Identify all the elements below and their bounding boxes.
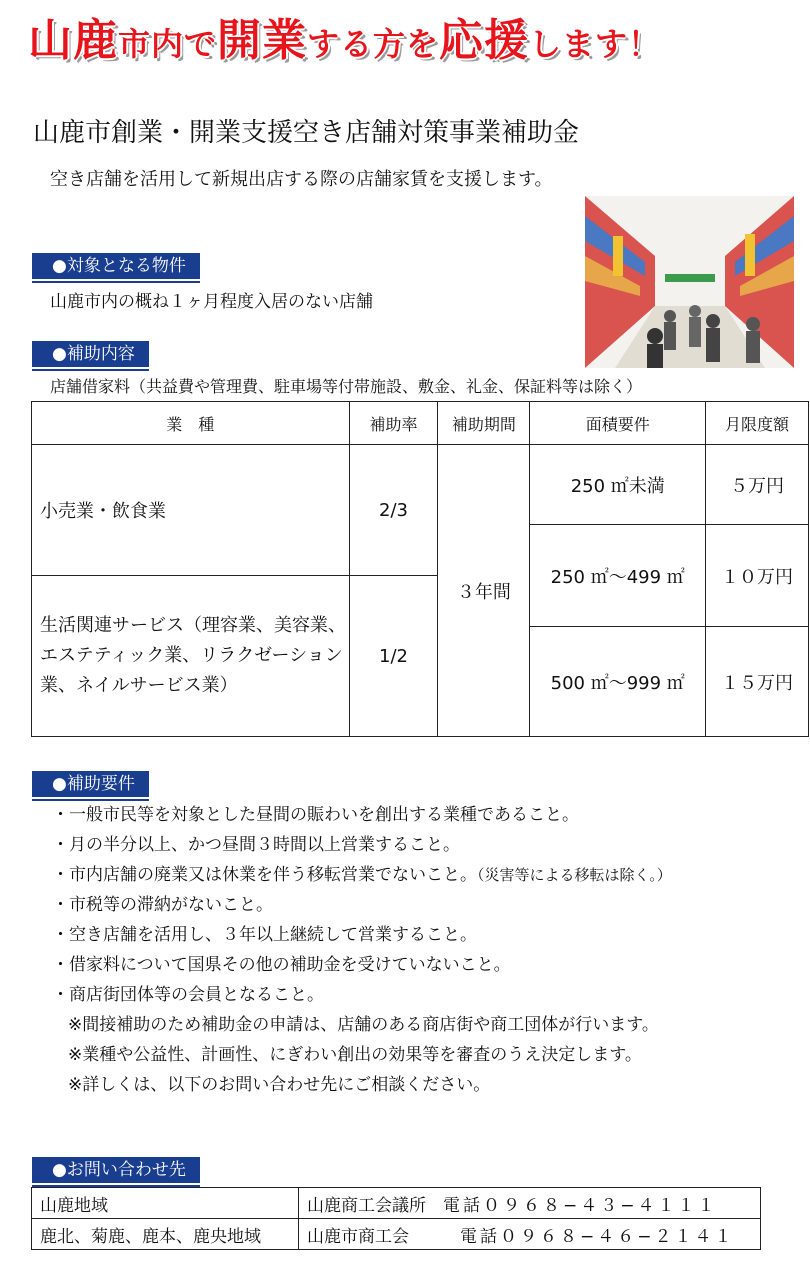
table-row <box>32 445 809 525</box>
contact-phone: 電話０９６８−４３−４１１１ <box>443 1195 718 1216</box>
table-header-row <box>32 402 809 445</box>
contact-region: 鹿北、菊鹿、鹿本、鹿央地域 <box>32 1219 299 1250</box>
headline-part: 市内で <box>118 25 218 63</box>
headline-part: 応援 <box>439 15 530 66</box>
headline-part: する方を <box>307 25 440 63</box>
list-item: ・借家料について国県その他の補助金を受けていないこと。 <box>52 955 511 975</box>
limit-cell: １０万円 <box>706 525 809 627</box>
headline-part: 山鹿 <box>28 15 118 66</box>
table-row <box>32 1188 761 1219</box>
headline-part: します！ <box>529 25 662 63</box>
contact-info <box>299 1188 761 1219</box>
area-cell: 250 ㎡未満 <box>530 445 706 525</box>
header-area: 面積要件 <box>530 402 706 445</box>
headline-part: 開業 <box>217 15 308 66</box>
list-item-text: ・市内店舗の廃業又は休業を伴う移転営業でないこと。 <box>52 865 477 885</box>
contact-info <box>299 1219 761 1250</box>
note-item: ※詳しくは、以下のお問い合わせ先にご相談ください。 <box>68 1075 491 1095</box>
shopping-street-illustration <box>585 196 794 368</box>
header-period: 補助期間 <box>438 402 530 445</box>
rate-cell: 2/3 <box>349 445 438 576</box>
note-item: ※業種や公益性、計画性、にぎわい創出の効果等を審査のうえ決定します。 <box>68 1045 642 1065</box>
headline <box>28 4 661 68</box>
rate-cell: 1/2 <box>349 576 438 737</box>
section-heading-requirements: ●補助要件 <box>32 771 149 797</box>
limit-cell: １５万円 <box>706 627 809 737</box>
period-cell: ３年間 <box>438 445 530 737</box>
list-item: ・一般市民等を対象とした昼間の賑わいを創出する業種であること。 <box>52 805 579 825</box>
table-row <box>32 1219 761 1250</box>
industry-cell: 小売業・飲食業 <box>32 445 350 576</box>
contact-org: 山鹿商工会議所 <box>307 1195 426 1216</box>
limit-cell: ５万円 <box>706 445 809 525</box>
industry-cell: 生活関連サービス（理容業、美容業、エステティック業、リラクゼーション業、ネイルサービス業） <box>32 576 350 737</box>
content-text: 店舗借家料（共益費や管理費、駐車場等付帯施設、敷金、礼金、保証料等は除く） <box>50 377 643 396</box>
list-item: ・空き店舗を活用し、３年以上継続して営業すること。 <box>52 925 477 945</box>
page-title: 山鹿市創業・開業支援空き店舗対策事業補助金 <box>33 118 580 148</box>
note-item: ※間接補助のため補助金の申請は、店舗のある商店街や商工団体が行います。 <box>68 1015 659 1035</box>
list-item <box>52 860 672 890</box>
contact-org: 山鹿市商工会 <box>307 1226 409 1247</box>
list-item: ・商店街団体等の会員となること。 <box>52 985 324 1005</box>
page-subtitle: 空き店舗を活用して新規出店する際の店舗家賃を支援します。 <box>50 169 553 190</box>
subsidy-table <box>31 401 809 737</box>
list-item-note: （災害等による移転は除く。） <box>477 866 672 884</box>
section-heading-content: ●補助内容 <box>32 341 149 367</box>
header-industry: 業 種 <box>32 402 350 445</box>
section-heading-contact: ●お問い合わせ先 <box>32 1157 200 1183</box>
property-text: 山鹿市内の概ね１ヶ月程度入居のない店舗 <box>50 292 373 312</box>
contact-table <box>31 1187 761 1250</box>
list-item: ・月の半分以上、かつ昼間３時間以上営業すること。 <box>52 835 460 855</box>
contact-region: 山鹿地域 <box>32 1188 299 1219</box>
area-cell: 250 ㎡～499 ㎡ <box>530 525 706 627</box>
section-heading-property: ●対象となる物件 <box>32 253 200 279</box>
area-cell: 500 ㎡～999 ㎡ <box>530 627 706 737</box>
header-limit: 月限度額 <box>706 402 809 445</box>
contact-phone: 電話０９６８−４６−２１４１ <box>460 1226 735 1247</box>
requirements-list <box>52 800 672 1100</box>
list-item: ・市税等の滞納がないこと。 <box>52 895 273 915</box>
header-rate: 補助率 <box>349 402 438 445</box>
